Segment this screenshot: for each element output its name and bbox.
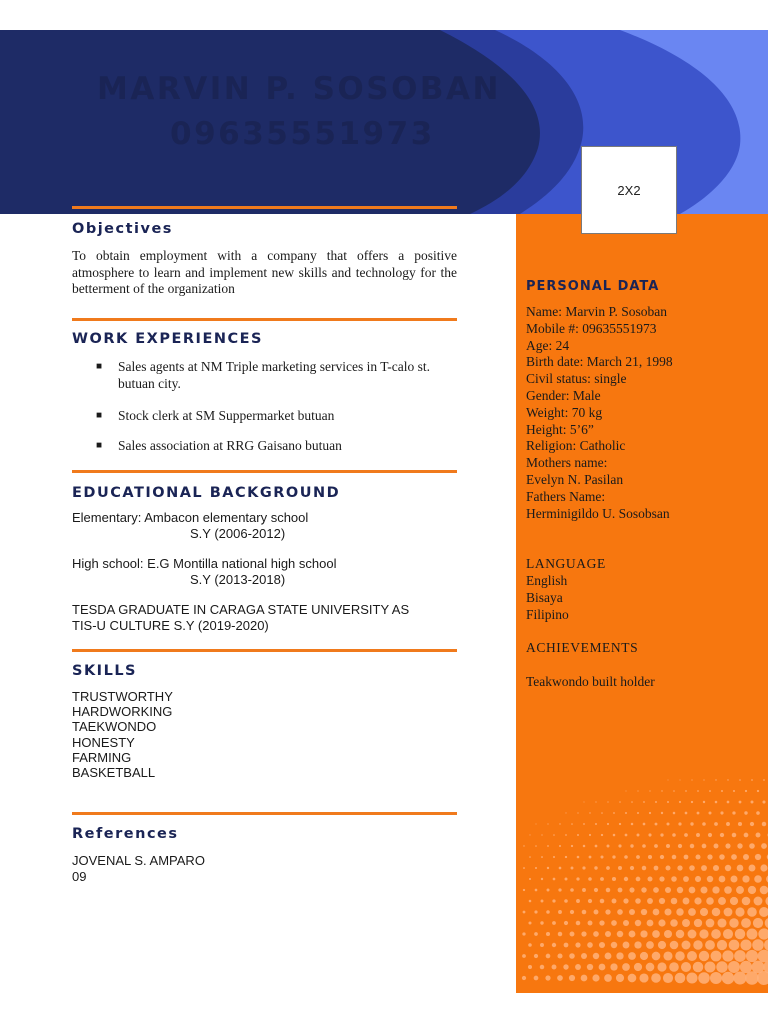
skill-item: FARMING xyxy=(72,750,132,765)
skill-item: HONESTY xyxy=(72,735,135,750)
skills-title: SKILLS xyxy=(72,663,137,679)
bullet-icon: ■ xyxy=(96,440,103,451)
skill-item: TRUSTWORTHY xyxy=(72,689,173,704)
education-highschool-sy: S.Y (2013-2018) xyxy=(190,572,286,587)
photo-placeholder-label: 2X2 xyxy=(617,182,641,198)
skill-item: HARDWORKING xyxy=(72,704,173,719)
education-tesda: TESDA GRADUATE IN CARAGA STATE UNIVERSITY AS xyxy=(72,602,410,617)
language-heading: LANGUAGE xyxy=(526,556,606,571)
work-experiences-title: WORK EXPERIENCES xyxy=(72,331,263,347)
reference-name: JOVENAL S. AMPARO xyxy=(72,853,205,868)
personal-data-heading: PERSONAL DATA xyxy=(526,279,660,294)
work-experience-item: ■ Stock clerk at SM Suppermarket butuan xyxy=(96,408,335,423)
section-divider xyxy=(72,206,457,209)
section-divider xyxy=(72,649,457,652)
objectives-title: Objectives xyxy=(72,221,173,237)
skill-item: TAEKWONDO xyxy=(72,719,157,734)
education-elementary-sy: S.Y (2006-2012) xyxy=(190,526,286,541)
resume-name: MARVIN P. SOSOBAN xyxy=(97,71,501,107)
personal-data-item: Religion: Catholic xyxy=(526,438,626,454)
section-divider xyxy=(72,812,457,815)
education-title: EDUCATIONAL BACKGROUND xyxy=(72,485,341,501)
language-item: Filipino xyxy=(526,607,569,622)
personal-data-item: Age: 24 xyxy=(526,337,570,353)
personal-data-item: Name: Marvin P. Sosoban xyxy=(526,304,667,319)
references-title: References xyxy=(72,826,179,842)
education-highschool: High school: E.G Montilla national high school xyxy=(72,556,337,571)
work-experience-item: ■ Sales agents at NM Triple marketing services in T-calo st. butuan city. xyxy=(96,359,430,391)
bullet-icon: ■ xyxy=(96,410,103,421)
achievement-item: Teakwondo built holder xyxy=(526,674,655,689)
personal-data-item: Evelyn N. Pasilan xyxy=(526,472,624,487)
section-divider xyxy=(72,470,457,473)
personal-data-item: Weight: 70 kg xyxy=(526,404,603,420)
photo-placeholder xyxy=(581,146,677,234)
personal-data-item: Birth date: March 21, 1998 xyxy=(526,354,673,370)
personal-data-item: Mobile #: 09635551973 xyxy=(526,320,657,336)
personal-data-item: Herminigildo U. Sosobsan xyxy=(526,505,670,521)
language-item: English xyxy=(526,573,568,588)
bullet-icon: ■ xyxy=(96,361,103,372)
work-experience-item: ■ Sales association at RRG Gaisano butuan xyxy=(96,438,342,453)
achievements-heading: ACHIEVEMENTS xyxy=(526,640,639,655)
resume-phone: 09635551973 xyxy=(170,116,435,152)
section-divider xyxy=(72,318,457,321)
skill-item: BASKETBALL xyxy=(72,765,156,780)
personal-data-item: Gender: Male xyxy=(526,388,601,403)
objectives-text: To obtain employment with a company that offers a positive atmosphere to learn and implement new skills and technology for the betterment of the organization xyxy=(72,248,457,296)
personal-data-column xyxy=(516,214,768,993)
personal-data-item: Height: 5’6” xyxy=(526,421,594,437)
education-elementary: Elementary: Ambacon elementary school xyxy=(72,510,309,525)
language-item: Bisaya xyxy=(526,590,563,605)
personal-data-item: Fathers Name: xyxy=(526,488,606,504)
reference-number: 09 xyxy=(72,869,87,884)
education-tesda-cont: TIS-U CULTURE S.Y (2019-2020) xyxy=(72,618,269,633)
personal-data-item: Civil status: single xyxy=(526,371,627,387)
personal-data-item: Mothers name: xyxy=(526,455,608,471)
